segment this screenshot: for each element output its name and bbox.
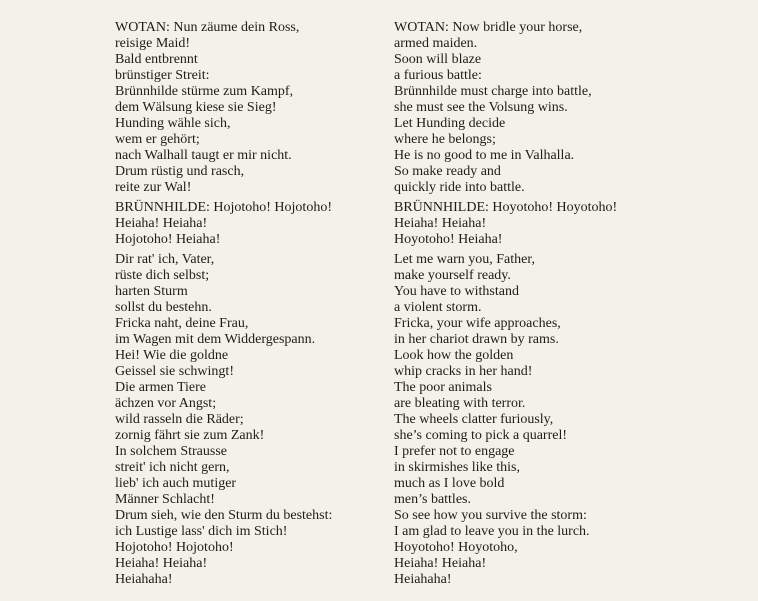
verse-line: men’s battles. (394, 492, 471, 507)
verse-line: I prefer not to engage (394, 444, 515, 459)
verse-line: reisige Maid! (115, 36, 191, 51)
verse-line: Heiaha! Heiaha! (115, 216, 208, 231)
verse-line: So see how you survive the storm: (394, 508, 587, 523)
verse-line: Look how the golden (394, 348, 514, 363)
verse-line: Geissel sie schwingt! (115, 364, 234, 379)
verse-line: Hojotoho! Hojotoho! (115, 540, 234, 555)
verse-line: He is no good to me in Valhalla. (394, 148, 575, 163)
stanza (394, 252, 694, 588)
verse-line: In solchem Strausse (115, 444, 227, 459)
verse-line: Drum sieh, wie den Sturm du bestehst: (115, 508, 333, 523)
verse-line: Brünnhilde stürme zum Kampf, (115, 84, 294, 99)
verse-line: Hoyotoho! Hoyotoho, (394, 540, 518, 555)
verse-line: whip cracks in her hand! (394, 364, 533, 379)
verse-line: Heiaha! Heiaha! (115, 556, 208, 571)
verse-line: brünstiger Streit: (115, 68, 210, 83)
verse-line: Hojotoho! Heiaha! (115, 232, 221, 247)
verse-line: a violent storm. (394, 300, 482, 315)
stanza (115, 20, 370, 196)
verse-line: nach Walhall taugt er mir nicht. (115, 148, 292, 163)
verse-line: dem Wälsung kiese sie Sieg! (115, 100, 277, 115)
stanza (115, 252, 370, 588)
verse-line: lieb' ich auch mutiger (115, 476, 237, 491)
verse-line: Die armen Tiere (115, 380, 206, 395)
verse-line: in skirmishes like this, (394, 460, 520, 475)
verse-line: Heiaha! Heiaha! (394, 216, 487, 231)
verse-line: You have to withstand (394, 284, 519, 299)
verse-line: Let me warn you, Father, (394, 252, 535, 267)
stanza (115, 200, 370, 248)
verse-line: in her chariot drawn by rams. (394, 332, 559, 347)
verse-line: Heiahaha! (394, 572, 452, 587)
verse-line: Hei! Wie die goldne (115, 348, 229, 363)
verse-line: Drum rüstig und rasch, (115, 164, 245, 179)
verse-line: WOTAN: Now bridle your horse, (394, 20, 583, 35)
verse-line: ich Lustige lass' dich im Stich! (115, 524, 288, 539)
verse-line: rüste dich selbst; (115, 268, 210, 283)
verse-line: wem er gehört; (115, 132, 200, 147)
verse-line: BRÜNNHILDE: Hojotoho! Hojotoho! (115, 200, 332, 215)
verse-line: armed maiden. (394, 36, 478, 51)
verse-line: reite zur Wal! (115, 180, 192, 195)
verse-line: a furious battle: (394, 68, 482, 83)
verse-line: BRÜNNHILDE: Hoyotoho! Hoyotoho! (394, 200, 618, 215)
german-text-column (115, 20, 370, 592)
verse-line: Fricka naht, deine Frau, (115, 316, 249, 331)
verse-line: Dir rat' ich, Vater, (115, 252, 215, 267)
verse-line: The wheels clatter furiously, (394, 412, 554, 427)
stanza (394, 20, 694, 196)
verse-line: Heiahaha! (115, 572, 173, 587)
verse-line: she must see the Volsung wins. (394, 100, 568, 115)
verse-line: streit' ich nicht gern, (115, 460, 230, 475)
verse-line: Bald entbrennt (115, 52, 198, 67)
verse-line: Soon will blaze (394, 52, 482, 67)
stanza (394, 200, 694, 248)
verse-line: where he belongs; (394, 132, 496, 147)
verse-line: are bleating with terror. (394, 396, 526, 411)
verse-line: im Wagen mit dem Widdergespann. (115, 332, 316, 347)
verse-line: So make ready and (394, 164, 501, 179)
verse-line: ächzen vor Angst; (115, 396, 217, 411)
verse-line: make yourself ready. (394, 268, 511, 283)
verse-line: WOTAN: Nun zäume dein Ross, (115, 20, 300, 35)
verse-line: Fricka, your wife approaches, (394, 316, 561, 331)
verse-line: she’s coming to pick a quarrel! (394, 428, 568, 443)
verse-line: The poor animals (394, 380, 492, 395)
verse-line: Heiaha! Heiaha! (394, 556, 487, 571)
verse-line: I am glad to leave you in the lurch. (394, 524, 590, 539)
verse-line: Let Hunding decide (394, 116, 506, 131)
english-translation-column (394, 20, 694, 592)
verse-line: Brünnhilde must charge into battle, (394, 84, 592, 99)
verse-line: Hoyotoho! Heiaha! (394, 232, 503, 247)
verse-line: Hunding wähle sich, (115, 116, 231, 131)
verse-line: sollst du bestehn. (115, 300, 212, 315)
verse-line: quickly ride into battle. (394, 180, 525, 195)
verse-line: wild rasseln die Räder; (115, 412, 244, 427)
verse-line: Männer Schlacht! (115, 492, 215, 507)
verse-line: zornig fährt sie zum Zank! (115, 428, 265, 443)
verse-line: harten Sturm (115, 284, 188, 299)
verse-line: much as I love bold (394, 476, 505, 491)
